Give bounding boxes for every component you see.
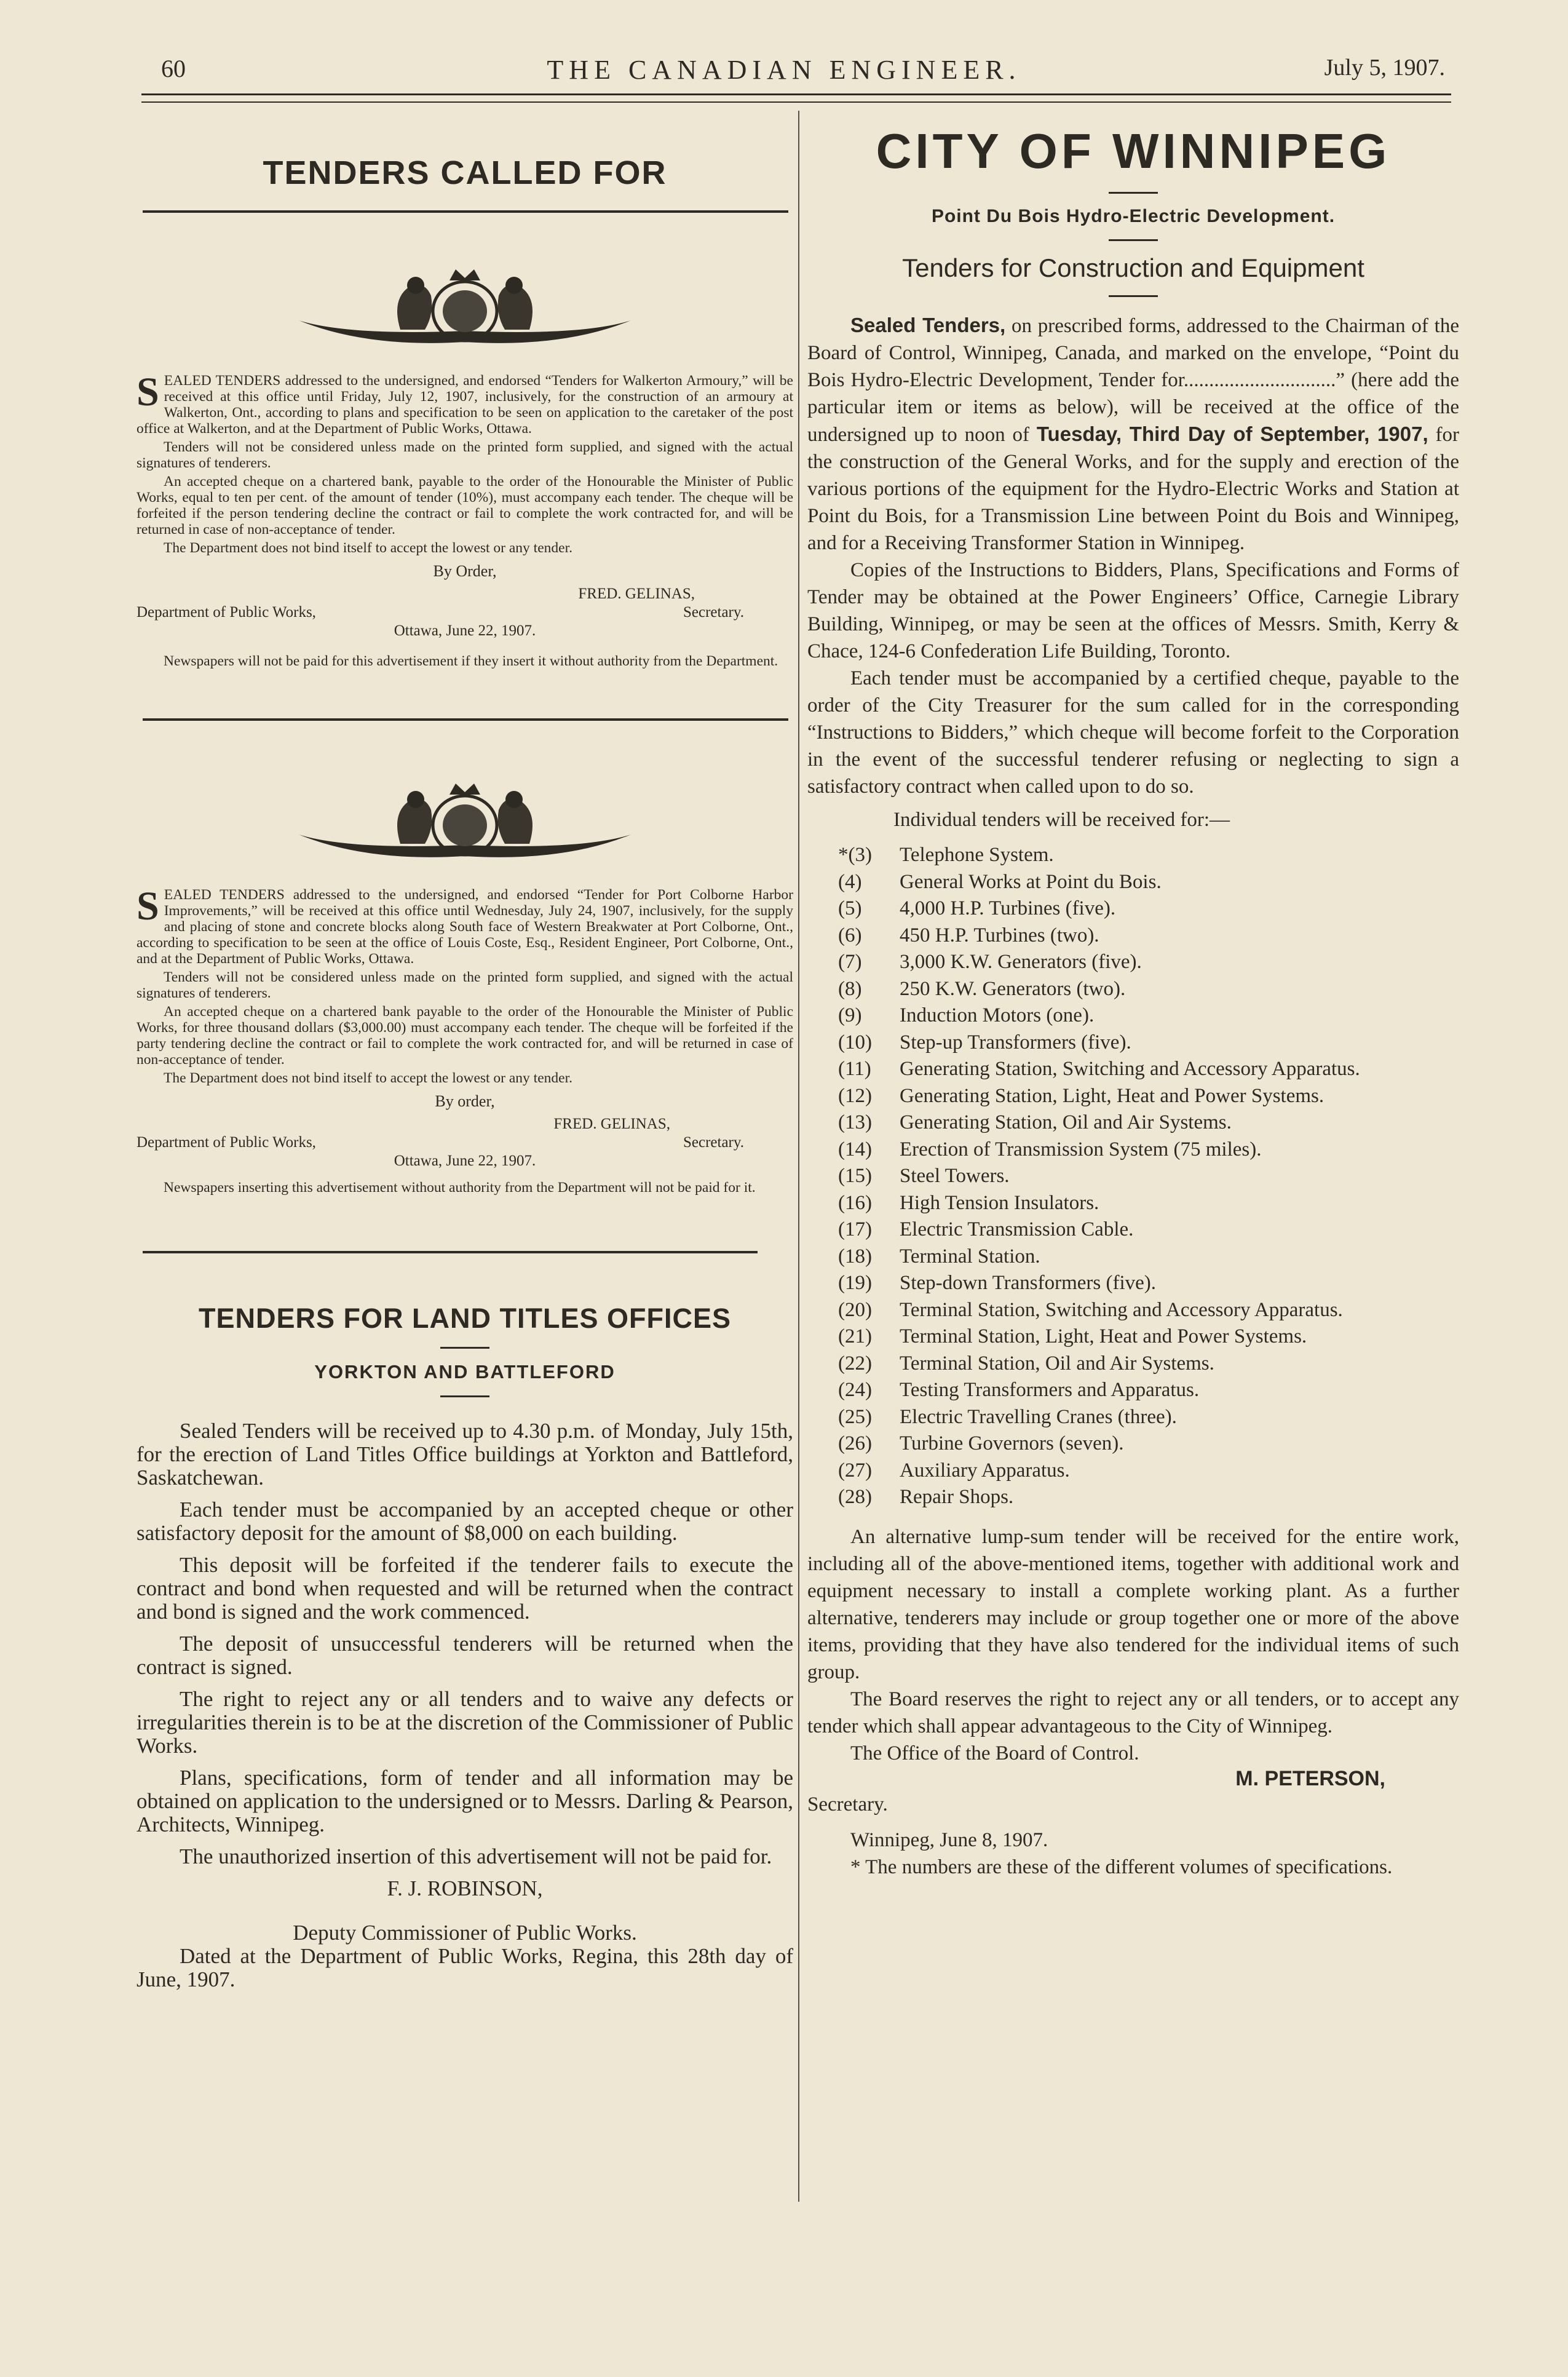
item-text: Auxiliary Apparatus. — [900, 1459, 1070, 1482]
tender-item — [807, 949, 1459, 976]
signer-title: Secretary. — [807, 1793, 888, 1815]
tender-item — [807, 869, 1459, 896]
journal-title: THE CANADIAN ENGINEER. — [547, 55, 1021, 85]
item-text: Testing Transformers and Apparatus. — [900, 1379, 1200, 1401]
land-titles-subheading: YORKTON AND BATTLEFORD — [314, 1361, 616, 1383]
notice-paragraph: The Department does not bind itself to accept the lowest or any tender. — [164, 1070, 572, 1086]
item-number: (9) — [838, 1004, 862, 1026]
project-subtitle: Point Du Bois Hydro-Electric Development. — [931, 206, 1336, 226]
section-rule — [143, 210, 788, 213]
signer-name: FRED. GELINAS, — [578, 585, 695, 602]
notice-paragraph: This deposit will be forfeited if the tenderer fails to execute the contract and bond when requested and will be returned when the contract and bond is signed and the work commenced. — [137, 1553, 793, 1624]
tender-item — [807, 1083, 1459, 1110]
by-order: By order, — [435, 1092, 495, 1110]
item-number: (28) — [838, 1486, 872, 1508]
royal-coat-of-arms-emblem — [137, 776, 793, 868]
item-text: 3,000 K.W. Generators (five). — [900, 951, 1142, 973]
column-divider — [798, 111, 799, 2202]
tender-item — [807, 895, 1459, 923]
tender-item — [807, 1030, 1459, 1057]
notice-paragraph: The deposit of unsuccessful tenderers will be returned when the contract is signed. — [137, 1632, 793, 1679]
notice-text: for the construction of the General Works, and for the supply and erection of the various portions of the equipment for the Hydro-Electric Works and Station at Point du Bois, for a Transmission Line between Point du Bois and Winnipeg, and for a Receiving Transformer Station in Winnipeg. — [807, 424, 1459, 554]
item-number: (19) — [838, 1272, 872, 1294]
tender-item — [807, 1323, 1459, 1351]
department-line — [137, 1134, 793, 1153]
sealed-tenders-lead: Sealed Tenders, — [850, 314, 1006, 336]
item-text: Generating Station, Switching and Accessory Apparatus. — [900, 1058, 1360, 1080]
item-text: Electric Travelling Cranes (three). — [900, 1405, 1177, 1428]
item-text: Steel Towers. — [900, 1165, 1010, 1187]
closing-date: Tuesday, Third Day of September, 1907, — [1036, 423, 1428, 445]
notice-paragraph: The unauthorized insertion of this advertisement will not be paid for. — [180, 1844, 772, 1868]
signer-name: F. J. ROBINSON, — [387, 1876, 543, 1900]
tender-item — [807, 1056, 1459, 1083]
notice-paragraph: EALED TENDERS addressed to the undersigned, and endorsed “Tenders for Walkerton Armoury,” will be received at this office until Friday, July 12, 1907, inclusively, for the construction of an armoury at Walkerton, Ont., according to plans and specification to be seen on application to the caretaker of the post office at Walkerton, and at the Department of Public Works, Ottawa. — [137, 373, 793, 437]
item-number: (22) — [838, 1352, 872, 1375]
footer-block — [807, 1827, 1459, 1881]
royal-coat-of-arms-emblem — [137, 262, 793, 354]
item-number: (18) — [838, 1245, 872, 1268]
short-rule — [1109, 192, 1158, 194]
signer-title: Secretary. — [683, 1134, 744, 1151]
item-text: Terminal Station. — [900, 1245, 1040, 1268]
item-number: (21) — [838, 1325, 872, 1347]
tenders-construction-heading: Tenders for Construction and Equipment — [902, 253, 1364, 282]
tender-item — [807, 1351, 1459, 1378]
item-text: Terminal Station, Oil and Air Systems. — [900, 1352, 1214, 1375]
notice-paragraph: Sealed Tenders will be received up to 4.30 p.m. of Monday, July 15th, for the erection of Land Titles Office buildings at Yorkton and Battleford, Saskatchewan. — [137, 1419, 793, 1490]
item-text: Step-down Transformers (five). — [900, 1272, 1157, 1294]
note-text: Newspapers inserting this advertisement without authority from the Department will not be paid for it. — [164, 1180, 756, 1196]
item-number: (26) — [838, 1432, 872, 1454]
tender-item — [807, 1484, 1459, 1511]
tender-item — [807, 1190, 1459, 1217]
item-text: Turbine Governors (seven). — [900, 1432, 1124, 1454]
item-number: (8) — [838, 977, 862, 1000]
tender-item — [807, 976, 1459, 1003]
item-text: Induction Motors (one). — [900, 1004, 1095, 1026]
individual-tenders-intro: Individual tenders will be received for:— — [893, 809, 1230, 831]
item-number: *(3) — [838, 844, 872, 866]
item-text: General Works at Point du Bois. — [900, 870, 1162, 893]
header-rule-thin — [141, 101, 1451, 103]
signer-title: Deputy Commissioner of Public Works. — [293, 1921, 637, 1945]
notice-paragraph: EALED TENDERS addressed to the undersigned, and endorsed “Tender for Port Colborne Harbor Improvements,” will be received at this office until Wednesday, July 24, 1907, inclusively, for the supply and placing of stone and concrete blocks along South face of Western Breakwater at Port Colborne, Ont., according to specification to be seen at the office of Louis Coste, Esq., Resident Engineer, Port Colborne, Ont., and at the Department of Public Works, Ottawa. — [137, 887, 793, 967]
notice-paragraph: The Department does not bind itself to accept the lowest or any tender. — [164, 540, 572, 556]
section-rule — [143, 1251, 758, 1253]
tender-item — [807, 1404, 1459, 1431]
item-text: 450 H.P. Turbines (two). — [900, 924, 1099, 946]
item-number: (15) — [838, 1165, 872, 1187]
place-date: Ottawa, June 22, 1907. — [394, 622, 536, 639]
department-name: Department of Public Works, — [137, 604, 316, 621]
signer-title: Secretary. — [683, 604, 744, 621]
item-number: (25) — [838, 1405, 872, 1428]
land-titles-notice — [137, 1419, 793, 1991]
tender-item — [807, 1109, 1459, 1137]
tender-items-list — [807, 842, 1459, 1511]
notice-paragraph: An accepted cheque on a chartered bank payable to the order of the Honourable the Minister of Public Works, for three thousand dollars ($3,000.00) must accompany each tender. The cheque will be forfeited if the party tendering decline the contract or fail to complete the work contracted for, and will be returned in case of non-acceptance of tender. — [137, 1004, 793, 1068]
item-number: (12) — [838, 1084, 872, 1107]
item-number: (17) — [838, 1218, 872, 1240]
item-text: Electric Transmission Cable. — [900, 1218, 1134, 1240]
coat-of-arms-icon — [293, 262, 637, 354]
tender-item — [807, 842, 1459, 869]
item-number: (5) — [838, 897, 862, 919]
notice-paragraph: The Board reserves the right to reject any or all tenders, or to accept any tender which shall appear advantageous to the City of Winnipeg. — [807, 1688, 1459, 1737]
item-number: (27) — [838, 1459, 872, 1482]
tender-item — [807, 1270, 1459, 1297]
item-number: (24) — [838, 1379, 872, 1401]
item-text: High Tension Insulators. — [900, 1191, 1099, 1214]
item-number: (6) — [838, 924, 862, 946]
tender-item — [807, 1163, 1459, 1190]
tender-item — [807, 1137, 1459, 1164]
short-rule — [440, 1395, 489, 1397]
office-line: The Office of the Board of Control. — [850, 1742, 1139, 1764]
tender-item — [807, 1377, 1459, 1404]
item-number: (7) — [838, 951, 862, 973]
item-text: Step-up Transformers (five). — [900, 1031, 1131, 1054]
item-text: Generating Station, Light, Heat and Power Systems. — [900, 1084, 1324, 1107]
item-number: (16) — [838, 1191, 872, 1214]
newspaper-note — [137, 653, 793, 669]
item-text: Erection of Transmission System (75 miles). — [900, 1138, 1262, 1161]
short-rule — [440, 1347, 489, 1349]
tenders-called-for-heading: TENDERS CALLED FOR — [263, 154, 667, 191]
notice-paragraph: The right to reject any or all tenders and to waive any defects or irregularities therein is to be at the discretion of the Commissioner of Public Works. — [137, 1687, 793, 1758]
notice-paragraph: Each tender must be accompanied by a certified cheque, payable to the order of the City Treasurer for the sum called for in the corresponding “Instructions to Bidders,” which cheque will become forfeit to the Corporation in the event of the successful tenderer refusing or neglecting to sign a satisfactory contract when called upon to do so. — [807, 667, 1459, 798]
issue-date: July 5, 1907. — [1324, 55, 1445, 81]
city-of-winnipeg-heading: CITY OF WINNIPEG — [876, 124, 1391, 178]
tender-item — [807, 1244, 1459, 1271]
signer-name: FRED. GELINAS, — [553, 1116, 670, 1132]
short-rule — [1109, 239, 1158, 241]
note-text: Newspapers will not be paid for this advertisement if they insert it without authority from the Department. — [164, 653, 778, 669]
item-text: Telephone System. — [900, 844, 1054, 866]
notice-paragraph: Plans, specifications, form of tender and all information may be obtained on application to the undersigned or to Messrs. Darling & Pearson, Architects, Winnipeg. — [137, 1766, 793, 1836]
running-header — [0, 54, 1568, 91]
department-name: Department of Public Works, — [137, 1134, 316, 1151]
newspaper-note — [137, 1180, 793, 1196]
place-date: Winnipeg, June 8, 1907. — [850, 1828, 1048, 1851]
dated-line: Dated at the Department of Public Works, Regina, this 28th day of June, 1907. — [137, 1944, 793, 1991]
left-column — [137, 123, 793, 1991]
tender-item — [807, 923, 1459, 950]
item-text: 4,000 H.P. Turbines (five). — [900, 897, 1116, 919]
notice-text: on prescribed forms, addressed to the Chairman of the Board of Control, Winnipeg, Canada, and marked on the envelope, “Point du Bois Hydro-Electric Development, Tender for..............................” (here add the particular item or items as below), will be received at the office of the undersigned up to noon of — [807, 315, 1459, 446]
item-text: Terminal Station, Light, Heat and Power Systems. — [900, 1325, 1307, 1347]
item-number: (13) — [838, 1111, 872, 1133]
item-number: (11) — [838, 1058, 871, 1080]
notice-paragraph: Each tender must be accompanied by an accepted cheque or other satisfactory deposit for the amount of $8,000 on each building. — [137, 1498, 793, 1545]
notice-paragraph: Tenders will not be considered unless made on the printed form supplied, and signed with the actual signatures of tenderers. — [137, 969, 793, 1001]
walkerton-armoury-notice — [137, 370, 793, 556]
notice-paragraph: Copies of the Instructions to Bidders, Plans, Specifications and Forms of Tender may be obtained at the Power Engineers’ Office, Carnegie Library Building, Winnipeg, or may be seen at the offices of Messrs. Smith, Kerry & Chace, 124-6 Confederation Life Building, Toronto. — [807, 559, 1459, 662]
land-titles-heading: TENDERS FOR LAND TITLES OFFICES — [198, 1303, 731, 1334]
tender-item — [807, 1297, 1459, 1324]
page-number: 60 — [161, 55, 186, 82]
signer-name: M. PETERSON, — [1235, 1766, 1385, 1790]
item-number: (4) — [838, 870, 862, 893]
item-number: (20) — [838, 1298, 872, 1321]
footnote: * The numbers are these of the different volumes of specifications. — [850, 1855, 1393, 1878]
coat-of-arms-icon — [293, 776, 637, 868]
item-text: Generating Station, Oil and Air Systems. — [900, 1111, 1232, 1133]
by-order: By Order, — [433, 562, 497, 580]
right-column — [807, 117, 1459, 1881]
short-rule — [1109, 295, 1158, 297]
drop-cap: S — [137, 884, 159, 929]
tender-item — [807, 1216, 1459, 1244]
notice-paragraph: An alternative lump-sum tender will be received for the entire work, including all of the above-mentioned items, together with additional work and equipment necessary to install a complete working plant. As a further alternative, tenderers may include or group together one or more of the above items, providing that they have also tendered for the individual items of such group. — [807, 1525, 1459, 1683]
tender-item — [807, 1458, 1459, 1485]
department-line — [137, 604, 793, 622]
tender-item — [807, 1002, 1459, 1030]
signature-line — [137, 585, 793, 604]
item-number: (14) — [838, 1138, 872, 1161]
section-rule — [143, 718, 788, 721]
winnipeg-notice-closing — [807, 1523, 1459, 1767]
item-text: Terminal Station, Switching and Accessory Apparatus. — [900, 1298, 1343, 1321]
item-text: 250 K.W. Generators (two). — [900, 977, 1126, 1000]
notice-paragraph: Tenders will not be considered unless made on the printed form supplied, and signed with the actual signatures of tenderers. — [137, 439, 793, 471]
drop-cap: S — [137, 370, 159, 415]
winnipeg-notice — [807, 312, 1459, 833]
place-date: Ottawa, June 22, 1907. — [394, 1153, 536, 1169]
notice-paragraph: An accepted cheque on a chartered bank, payable to the order of the Honourable the Minister of Public Works, equal to ten per cent. of the amount of tender (10%), must accompany each tender. The cheque will be forfeited if the person tendering decline the contract or fail to complete the work contracted for, and will be returned in case of non-acceptance of tender. — [137, 474, 793, 538]
port-colborne-notice — [137, 884, 793, 1086]
item-number: (10) — [838, 1031, 872, 1054]
header-rule — [141, 93, 1451, 95]
signature-line — [137, 1116, 793, 1134]
tender-item — [807, 1431, 1459, 1458]
item-text: Repair Shops. — [900, 1486, 1014, 1508]
